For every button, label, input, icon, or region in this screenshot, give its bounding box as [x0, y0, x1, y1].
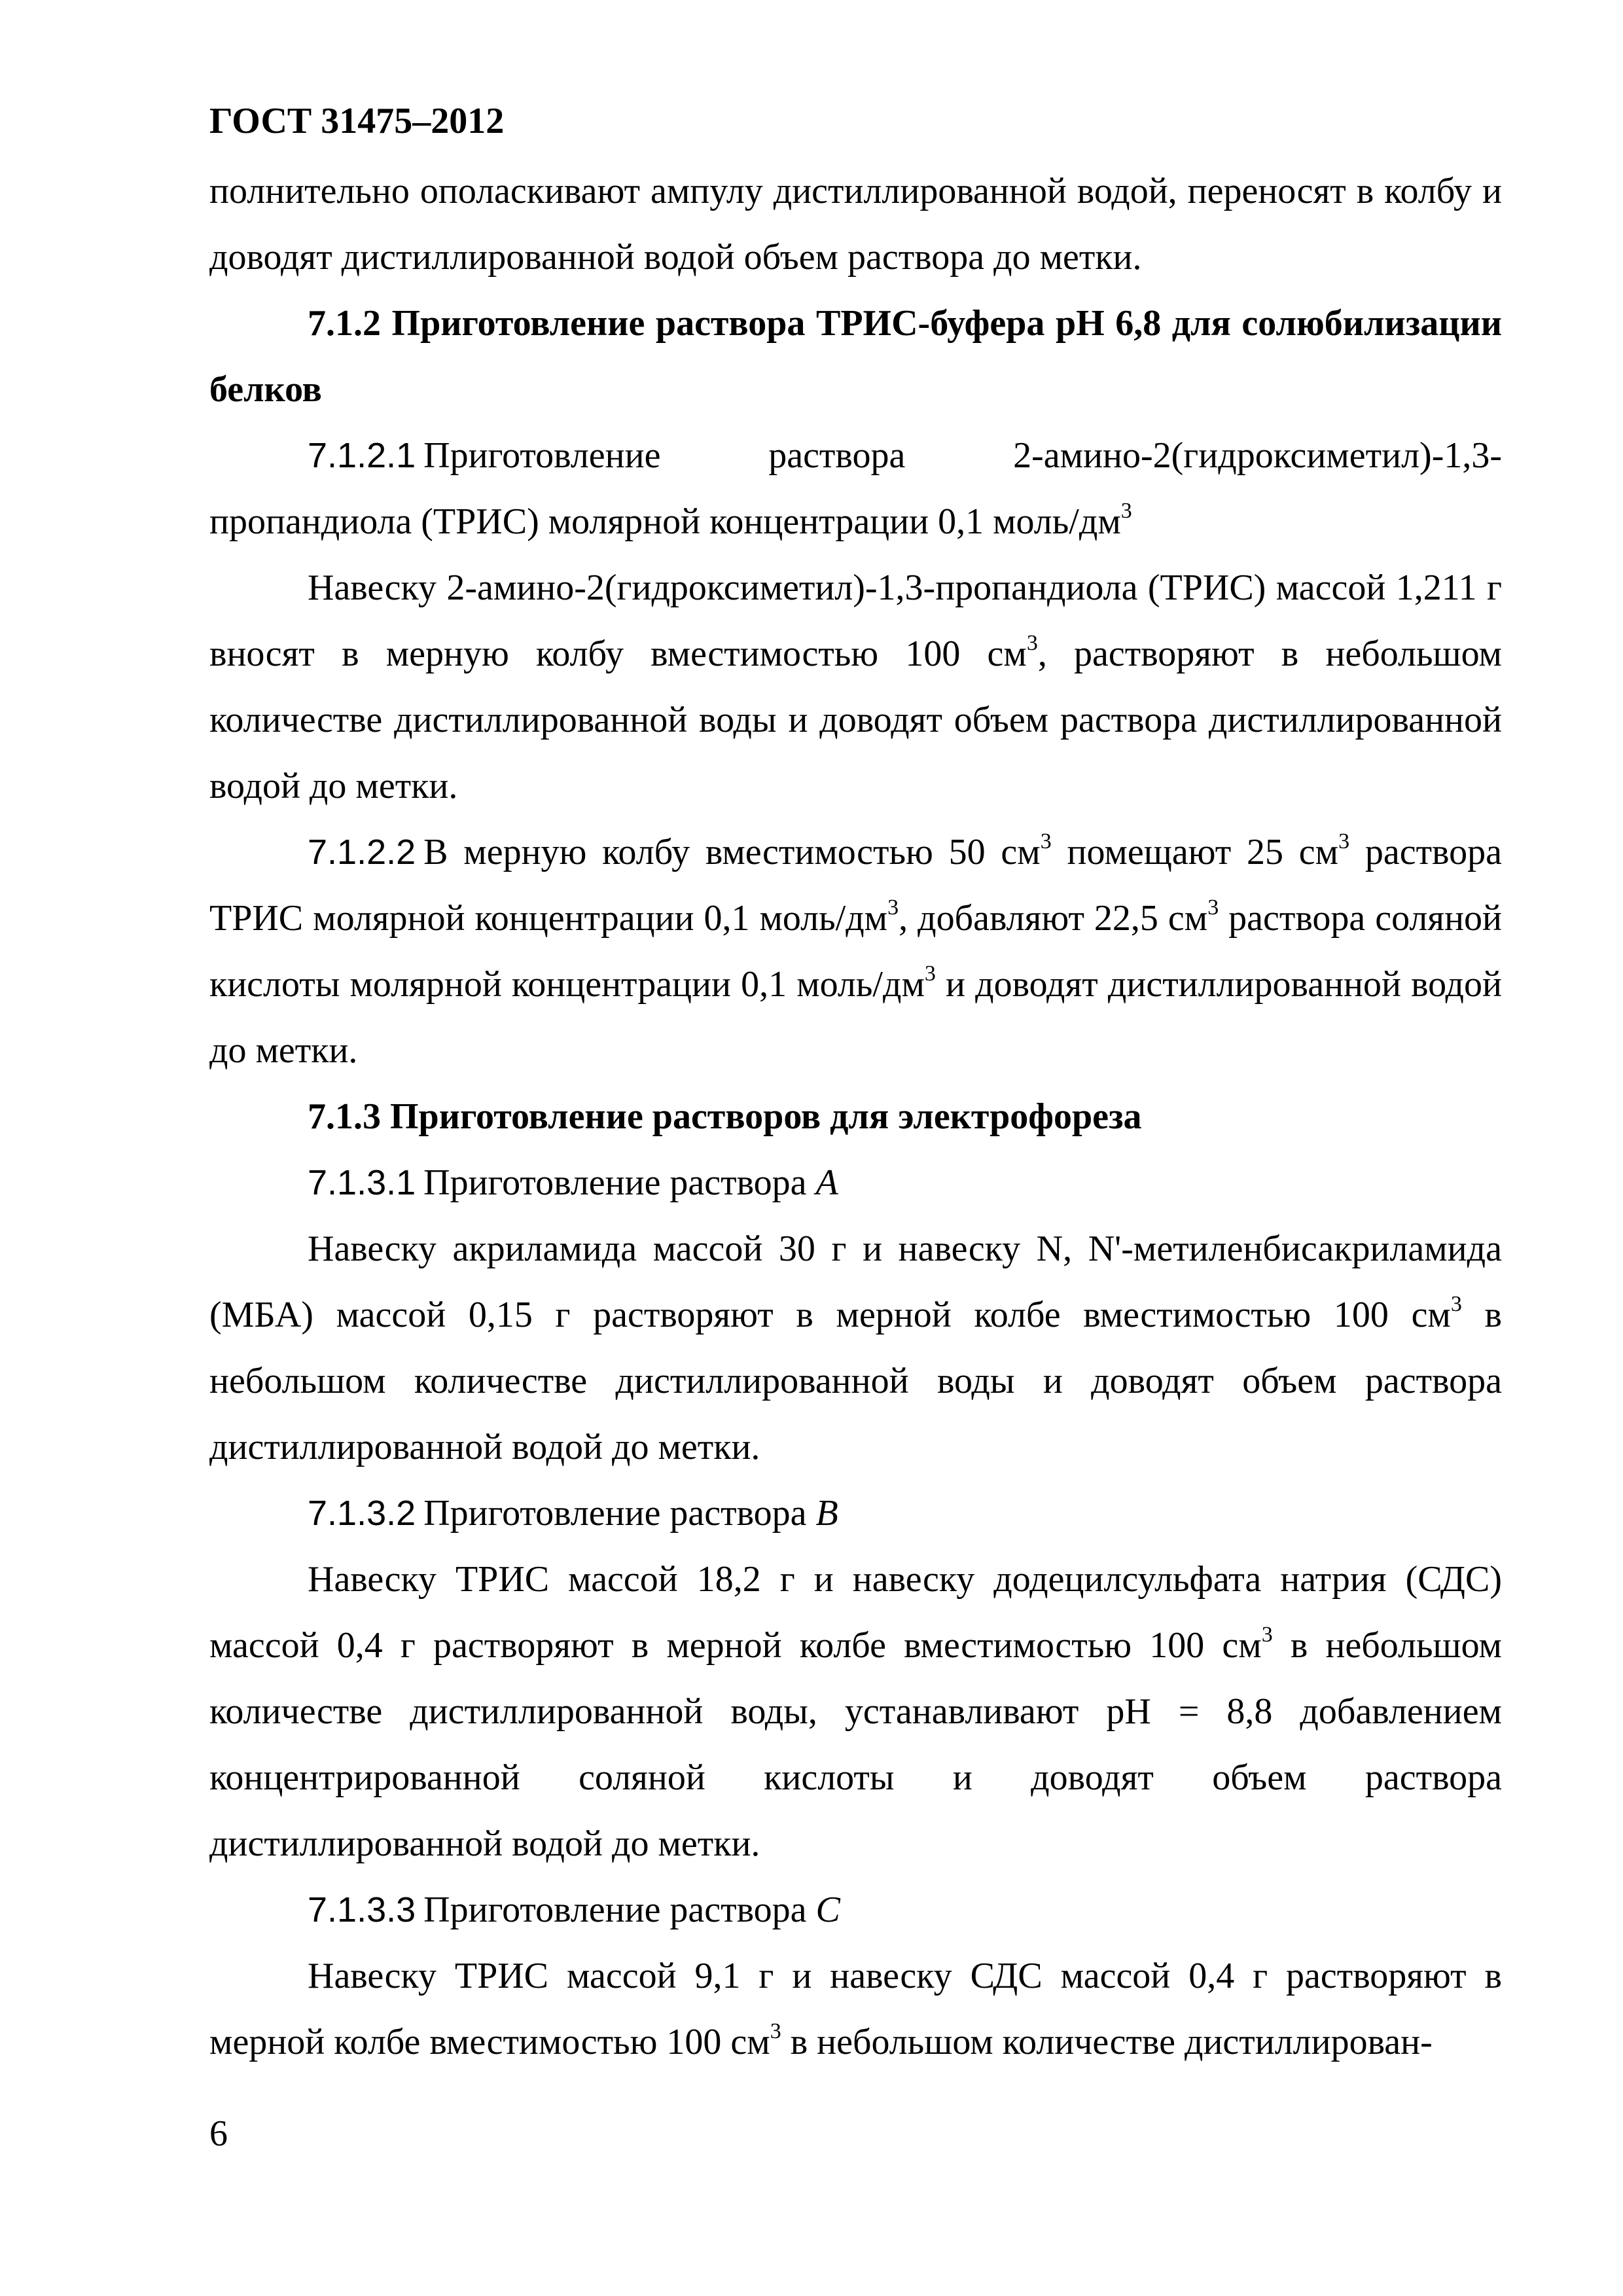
paragraph-solution-a: Навеску акриламида массой 30 г и навеску N, N'-метиленбисакриламида (МБА) массой 0,15 г растворяют в мерной колбе вместимостью 100 $см^3$ в небольшом количестве дистиллированной воды и доводят объем раствора дистиллированной водой до метки. — [209, 1229, 1502, 1467]
page-number: 6 — [209, 2113, 228, 2154]
subsection-7-1-2-2: 7.1.2.2 В мерную колбу вместимостью 50 $см^3$ помещают 25 $см^3$ раствора ТРИС молярной концентрации 0,1 моль/$дм^3$, добавляют 22,5 $см^3$ раствора соляной кислоты молярной концентрации 0,1 моль/$дм^3$ и доводят дистиллированной водой до метки. — [209, 829, 1503, 1071]
subsection-number: 7.1.3.1 — [308, 1163, 416, 1202]
solution-label: A — [815, 1162, 838, 1203]
subsection-number: 7.1.3.2 — [308, 1494, 416, 1533]
paragraph-solution-c: Навеску ТРИС массой 9,1 г и навеску СДС массой 0,4 г растворяют в мерной колбе вместимостью 100 $см^3$ в небольшом количестве дистиллирован- — [209, 1956, 1502, 2062]
subsection-7-1-2-1: 7.1.2.1 Приготовление раствора 2-амино-2(гидроксиметил)-1,3-пропандиола (ТРИС) молярной концентрации 0,1 моль/$дм^3$ — [209, 435, 1502, 542]
solution-label: C — [815, 1890, 840, 1930]
section-heading-7-1-2: 7.1.2 Приготовление раствора ТРИС-буфера рН 6,8 для солюбилизации белков — [209, 303, 1502, 410]
subsection-7-1-3-1: 7.1.3.1 Приготовление раствора A — [308, 1162, 838, 1203]
subsection-number: 7.1.2.2 — [308, 833, 416, 872]
document-page — [209, 0, 1502, 2296]
subsection-7-1-3-2: 7.1.3.2 Приготовление раствора B — [308, 1493, 838, 1534]
section-heading-7-1-3: 7.1.3 Приготовление растворов для электрофореза — [308, 1096, 1142, 1137]
solution-label: B — [815, 1493, 838, 1534]
subsection-7-1-3-3: 7.1.3.3 Приготовление раствора C — [308, 1890, 840, 1930]
document-code-header: ГОСТ 31475–2012 — [209, 101, 505, 141]
document-body — [209, 158, 1502, 2075]
paragraph-solution-b: Навеску ТРИС массой 18,2 г и навеску додецилсульфата натрия (СДС) массой 0,4 г растворяют в мерной колбе вместимостью 100 $см^3$ в небольшом количестве дистиллированной воды, устанавливают рН = 8,8 добавлением концентрированной соляной кислоты и доводят объем раствора дистиллированной водой до метки. — [209, 1559, 1502, 1864]
paragraph-continuation: полнительно ополаскивают ампулу дистиллированной водой, переносят в колбу и доводят дистиллированной водой объем раствора до метки. — [209, 171, 1502, 278]
subsection-number: 7.1.2.1 — [308, 436, 416, 475]
subsection-number: 7.1.3.3 — [308, 1890, 416, 1929]
paragraph-tris-preparation: Навеску 2-амино-2(гидроксиметил)-1,3-пропандиола (ТРИС) массой 1,211 г вносят в мерную колбу вместимостью 100 $см^3$, растворяют в небольшом количестве дистиллированной воды и доводят объем раствора дистиллированной водой до метки. — [209, 567, 1502, 806]
